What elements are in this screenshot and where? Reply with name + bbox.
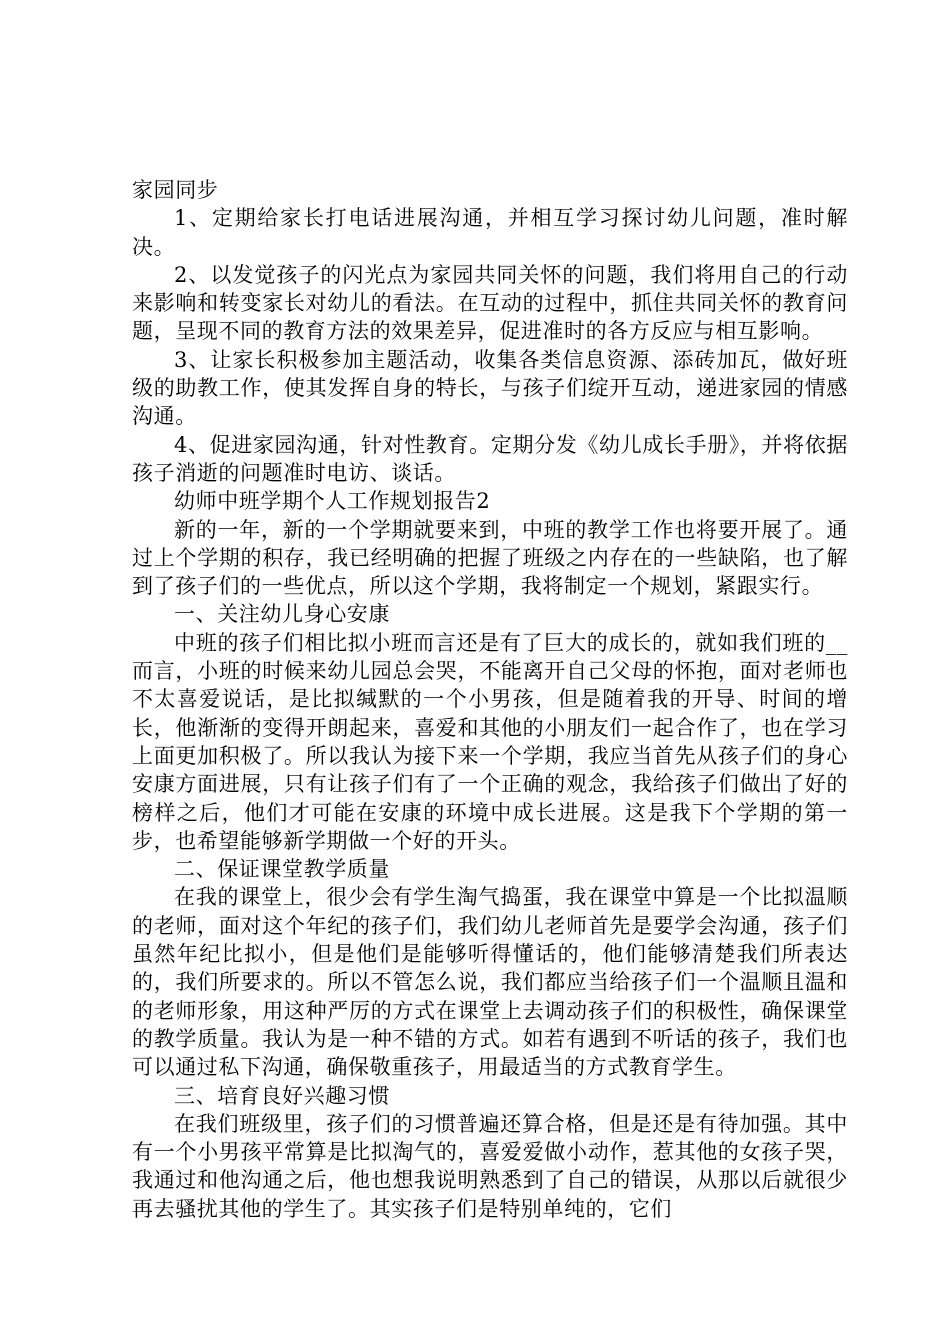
paragraph: 3、让家长积极参加主题活动，收集各类信息资源、添砖加瓦，做好班级的助教工作，使其发挥自身的特长，与孩子们绽开互动，递进家园的情感沟通。 — [132, 347, 848, 429]
paragraph: 在我们班级里，孩子们的习惯普遍还算合格，但是还是有待加强。其中有一个小男孩平常算是比拟淘气的，喜爱爱做小动作，惹其他的女孩子哭，我通过和他沟通之后，他也想我说明熟悉到了自己的错误，从那以后就很少再去骚扰其他的学生了。其实孩子们是特别单纯的，它们 — [132, 1111, 848, 1221]
report-title: 幼师中班学期个人工作规划报告2 — [174, 489, 491, 514]
paragraph: 4、促进家园沟通，针对性教育。定期分发《幼儿成长手册》，并将依据孩子消逝的问题准时电访、谈话。 — [132, 432, 848, 485]
paragraph: 在我的课堂上，很少会有学生淘气捣蛋，我在课堂中算是一个比拟温顺的老师，面对这个年纪的孩子们，我们幼儿老师首先是要学会沟通，孩子们虽然年纪比拟小，但是他们是能够听得懂话的，他们能够清楚我们所表达的，我们所要求的。所以不管怎么说，我们都应当给孩子们一个温顺且温和的老师形象，用这种严厉的方式在课堂上去调动孩子们的积极性，确保课堂的教学质量。我认为是一种不错的方式。如若有遇到不听话的孩子，我们也可以通过私下沟通，确保敬重孩子，用最适当的方式教育学生。 — [132, 885, 848, 1080]
paragraph: 中班的孩子们相比拟小班而言还是有了巨大的成长的，就如我们班的__而言，小班的时候来幼儿园总会哭，不能离开自己父母的怀抱，面对老师也不太喜爱说话，是比拟缄默的一个小男孩，但是随着我的开导、时间的增长，他渐渐的变得开朗起来，喜爱和其他的小朋友们一起合作了，也在学习上面更加积极了。所以我认为接下来一个学期，我应当首先从孩子们的身心安康方面进展，只有让孩子们有了一个正确的观念，我给孩子们做出了好的榜样之后，他们才可能在安康的环境中成长进展。这是我下个学期的第一步，也希望能够新学期做一个好的开头。 — [132, 630, 848, 853]
paragraph: 新的一年，新的一个学期就要来到，中班的教学工作也将要开展了。通过上个学期的积存，我已经明确的把握了班级之内存在的一些缺陷，也了解到了孩子们的一些优点，所以这个学期，我将制定一个规划，紧跟实行。 — [132, 517, 848, 599]
section-heading-1: 一、关注幼儿身心安康 — [174, 602, 390, 627]
section-title-home-school: 家园同步 — [132, 178, 219, 202]
document-body — [132, 176, 848, 1223]
paragraph: 1、定期给家长打电话进展沟通，并相互学习探讨幼儿问题，准时解决。 — [132, 206, 848, 259]
section-heading-2: 二、保证课堂教学质量 — [174, 857, 390, 882]
paragraph: 2、以发觉孩子的闪光点为家园共同关怀的问题，我们将用自己的行动来影响和转变家长对幼儿的看法。在互动的过程中，抓住共同关怀的教育问题，呈现不同的教育方法的效果差异，促进准时的各方反应与相互影响。 — [132, 262, 848, 344]
section-heading-3: 三、培育良好兴趣习惯 — [174, 1083, 390, 1108]
